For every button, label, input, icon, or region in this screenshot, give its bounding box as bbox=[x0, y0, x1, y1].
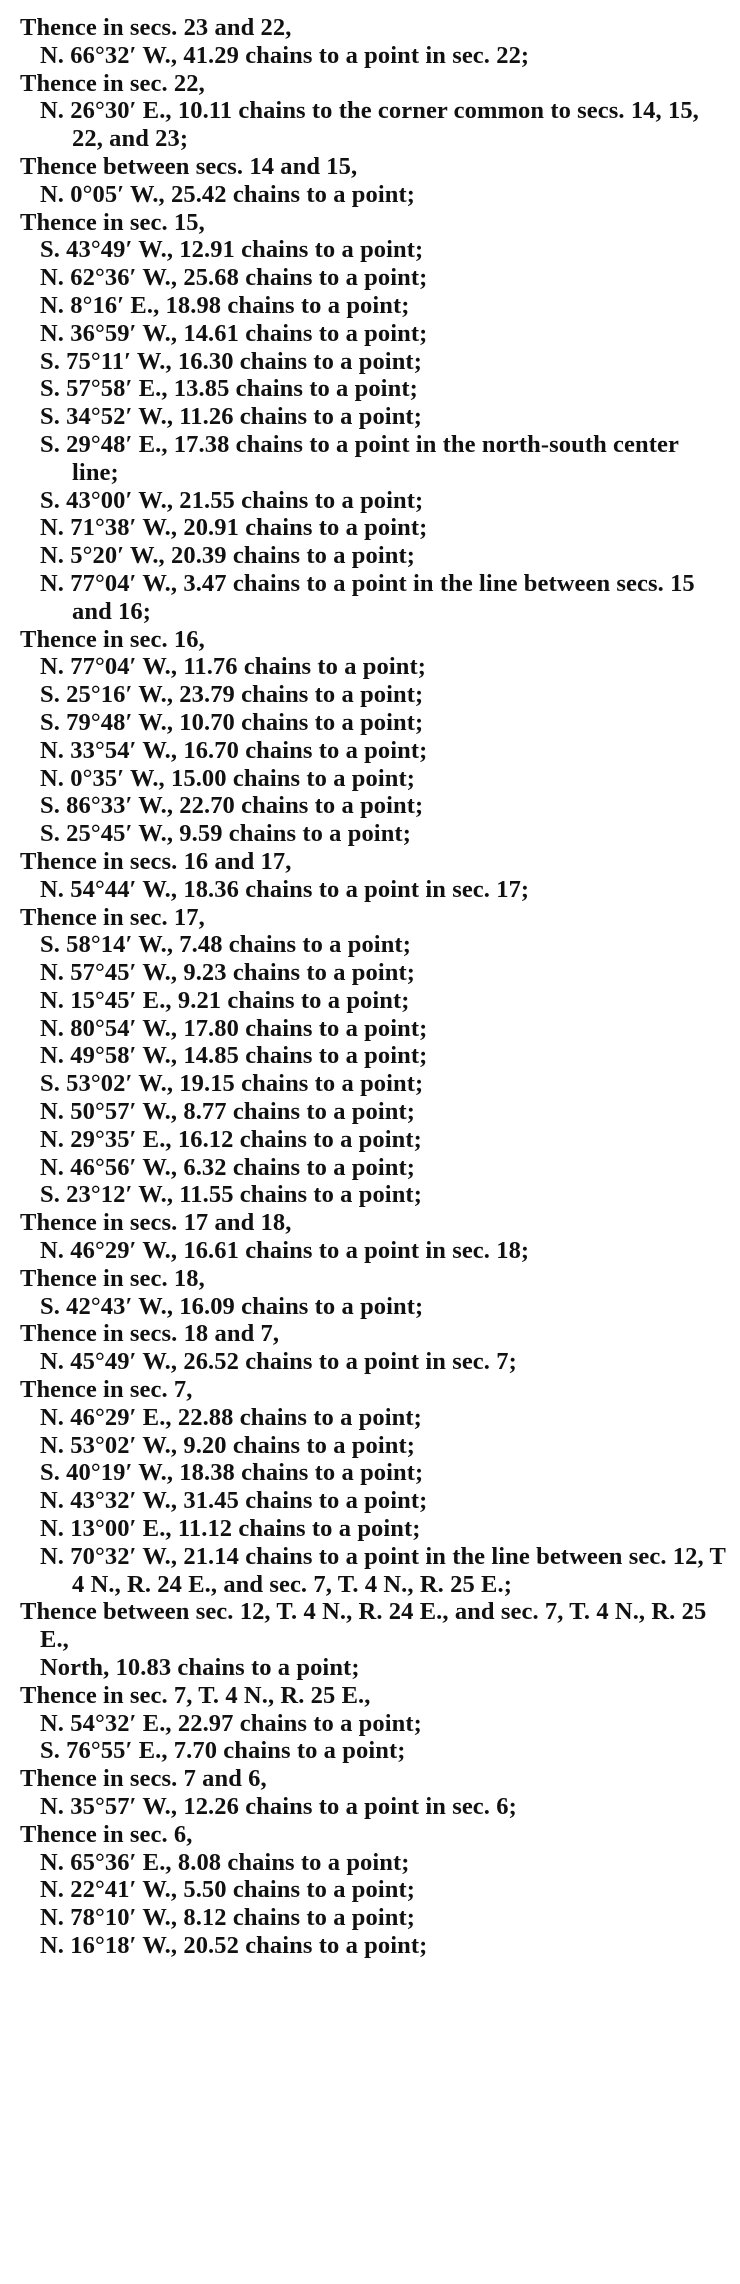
course-line: N. 46°29′ E., 22.88 chains to a point; bbox=[40, 1403, 422, 1431]
section-heading-line: Thence in secs. 23 and 22, bbox=[20, 14, 292, 41]
course-line: S. 86°33′ W., 22.70 chains to a point; bbox=[40, 792, 424, 820]
section-heading-line: Thence in sec. 17, bbox=[20, 903, 205, 931]
section-heading-line: Thence in sec. 15, bbox=[20, 208, 205, 236]
course-line: N. 13°00′ E., 11.12 chains to a point; bbox=[40, 1515, 421, 1543]
course-line: S. 76°55′ E., 7.70 chains to a point; bbox=[40, 1737, 406, 1765]
course-line: N. 43°32′ W., 31.45 chains to a point; bbox=[40, 1487, 428, 1515]
course-line: N. 29°35′ E., 16.12 chains to a point; bbox=[40, 1125, 422, 1153]
course-line: N. 66°32′ W., 41.29 chains to a point in sec. 22; bbox=[40, 41, 530, 69]
course-line: N. 54°32′ E., 22.97 chains to a point; bbox=[40, 1709, 422, 1737]
course-line: N. 35°57′ W., 12.26 chains to a point in sec. 6; bbox=[40, 1793, 517, 1820]
course-line: S. 29°48′ E., 17.38 chains to a point in the north-south center line; bbox=[40, 430, 685, 486]
course-line: N. 15°45′ E., 9.21 chains to a point; bbox=[40, 986, 410, 1014]
course-line: N. 16°18′ W., 20.52 chains to a point; bbox=[40, 1931, 428, 1959]
course-line: N. 78°10′ W., 8.12 chains to a point; bbox=[40, 1904, 416, 1932]
course-line: S. 53°02′ W., 19.15 chains to a point; bbox=[40, 1070, 424, 1098]
course-line: N. 46°29′ W., 16.61 chains to a point in sec. 18; bbox=[40, 1237, 530, 1265]
course-line: S. 75°11′ W., 16.30 chains to a point; bbox=[40, 347, 422, 375]
course-line: S. 58°14′ W., 7.48 chains to a point; bbox=[40, 931, 411, 959]
course-line: N. 36°59′ W., 14.61 chains to a point; bbox=[40, 319, 428, 347]
course-line: S. 79°48′ W., 10.70 chains to a point; bbox=[40, 708, 424, 736]
course-line: S. 34°52′ W., 11.26 chains to a point; bbox=[40, 403, 422, 431]
course-line: N. 22°41′ W., 5.50 chains to a point; bbox=[40, 1876, 416, 1904]
course-line: N. 5°20′ W., 20.39 chains to a point; bbox=[40, 542, 416, 570]
course-line: North, 10.83 chains to a point; bbox=[40, 1654, 360, 1682]
course-line: N. 46°56′ W., 6.32 chains to a point; bbox=[40, 1153, 416, 1181]
section-heading-line: Thence between secs. 14 and 15, bbox=[20, 152, 358, 180]
course-line: N. 26°30′ E., 10.11 chains to the corner common to secs. 14, 15, 22, and 23; bbox=[40, 97, 706, 153]
section-heading-line: Thence in sec. 22, bbox=[20, 69, 205, 97]
section-heading-line: Thence between sec. 12, T. 4 N., R. 24 E., and sec. 7, T. 4 N., R. 25 E., bbox=[20, 1598, 713, 1654]
section-heading-line: Thence in secs. 18 and 7, bbox=[20, 1320, 280, 1348]
course-line: N. 33°54′ W., 16.70 chains to a point; bbox=[40, 736, 428, 764]
section-heading-line: Thence in sec. 18, bbox=[20, 1264, 205, 1292]
course-line: N. 71°38′ W., 20.91 chains to a point; bbox=[40, 514, 428, 542]
course-line: N. 49°58′ W., 14.85 chains to a point; bbox=[40, 1042, 428, 1070]
course-line: N. 0°35′ W., 15.00 chains to a point; bbox=[40, 764, 416, 792]
course-line: N. 57°45′ W., 9.23 chains to a point; bbox=[40, 959, 416, 987]
course-line: N. 50°57′ W., 8.77 chains to a point; bbox=[40, 1098, 416, 1126]
section-heading-line: Thence in secs. 16 and 17, bbox=[20, 847, 292, 875]
course-line: S. 23°12′ W., 11.55 chains to a point; bbox=[40, 1181, 422, 1209]
course-line: N. 70°32′ W., 21.14 chains to a point in the line between sec. 12, T 4 N., R. 24 E., and sec. 7, T. 4 N., R. 25 E.; bbox=[40, 1542, 732, 1598]
section-heading-line: Thence in sec. 7, bbox=[20, 1376, 193, 1404]
course-line: N. 62°36′ W., 25.68 chains to a point; bbox=[40, 264, 428, 292]
course-line: N. 53°02′ W., 9.20 chains to a point; bbox=[40, 1431, 416, 1459]
course-line: N. 77°04′ W., 3.47 chains to a point in the line between secs. 15 and 16; bbox=[40, 569, 702, 625]
section-heading-line: Thence in sec. 16, bbox=[20, 625, 205, 653]
course-line: N. 8°16′ E., 18.98 chains to a point; bbox=[40, 291, 410, 319]
course-line: N. 54°44′ W., 18.36 chains to a point in sec. 17; bbox=[40, 875, 530, 903]
section-heading-line: Thence in secs. 17 and 18, bbox=[20, 1209, 292, 1237]
course-line: N. 65°36′ E., 8.08 chains to a point; bbox=[40, 1848, 410, 1876]
course-line: S. 25°16′ W., 23.79 chains to a point; bbox=[40, 681, 424, 709]
course-line: N. 0°05′ W., 25.42 chains to a point; bbox=[40, 180, 416, 208]
course-line: S. 43°00′ W., 21.55 chains to a point; bbox=[40, 486, 424, 514]
course-line: S. 25°45′ W., 9.59 chains to a point; bbox=[40, 820, 411, 848]
section-heading-line: Thence in secs. 7 and 6, bbox=[20, 1765, 267, 1793]
course-line: N. 45°49′ W., 26.52 chains to a point in sec. 7; bbox=[40, 1348, 517, 1376]
course-line: S. 43°49′ W., 12.91 chains to a point; bbox=[40, 236, 424, 264]
course-line: N. 80°54′ W., 17.80 chains to a point; bbox=[40, 1014, 428, 1042]
section-heading-line: Thence in sec. 6, bbox=[20, 1820, 193, 1848]
course-line: S. 57°58′ E., 13.85 chains to a point; bbox=[40, 375, 418, 403]
section-heading-line: Thence in sec. 7, T. 4 N., R. 25 E., bbox=[20, 1681, 371, 1709]
course-line: S. 40°19′ W., 18.38 chains to a point; bbox=[40, 1459, 424, 1487]
course-line: S. 42°43′ W., 16.09 chains to a point; bbox=[40, 1292, 424, 1320]
course-line: N. 77°04′ W., 11.76 chains to a point; bbox=[40, 653, 427, 681]
